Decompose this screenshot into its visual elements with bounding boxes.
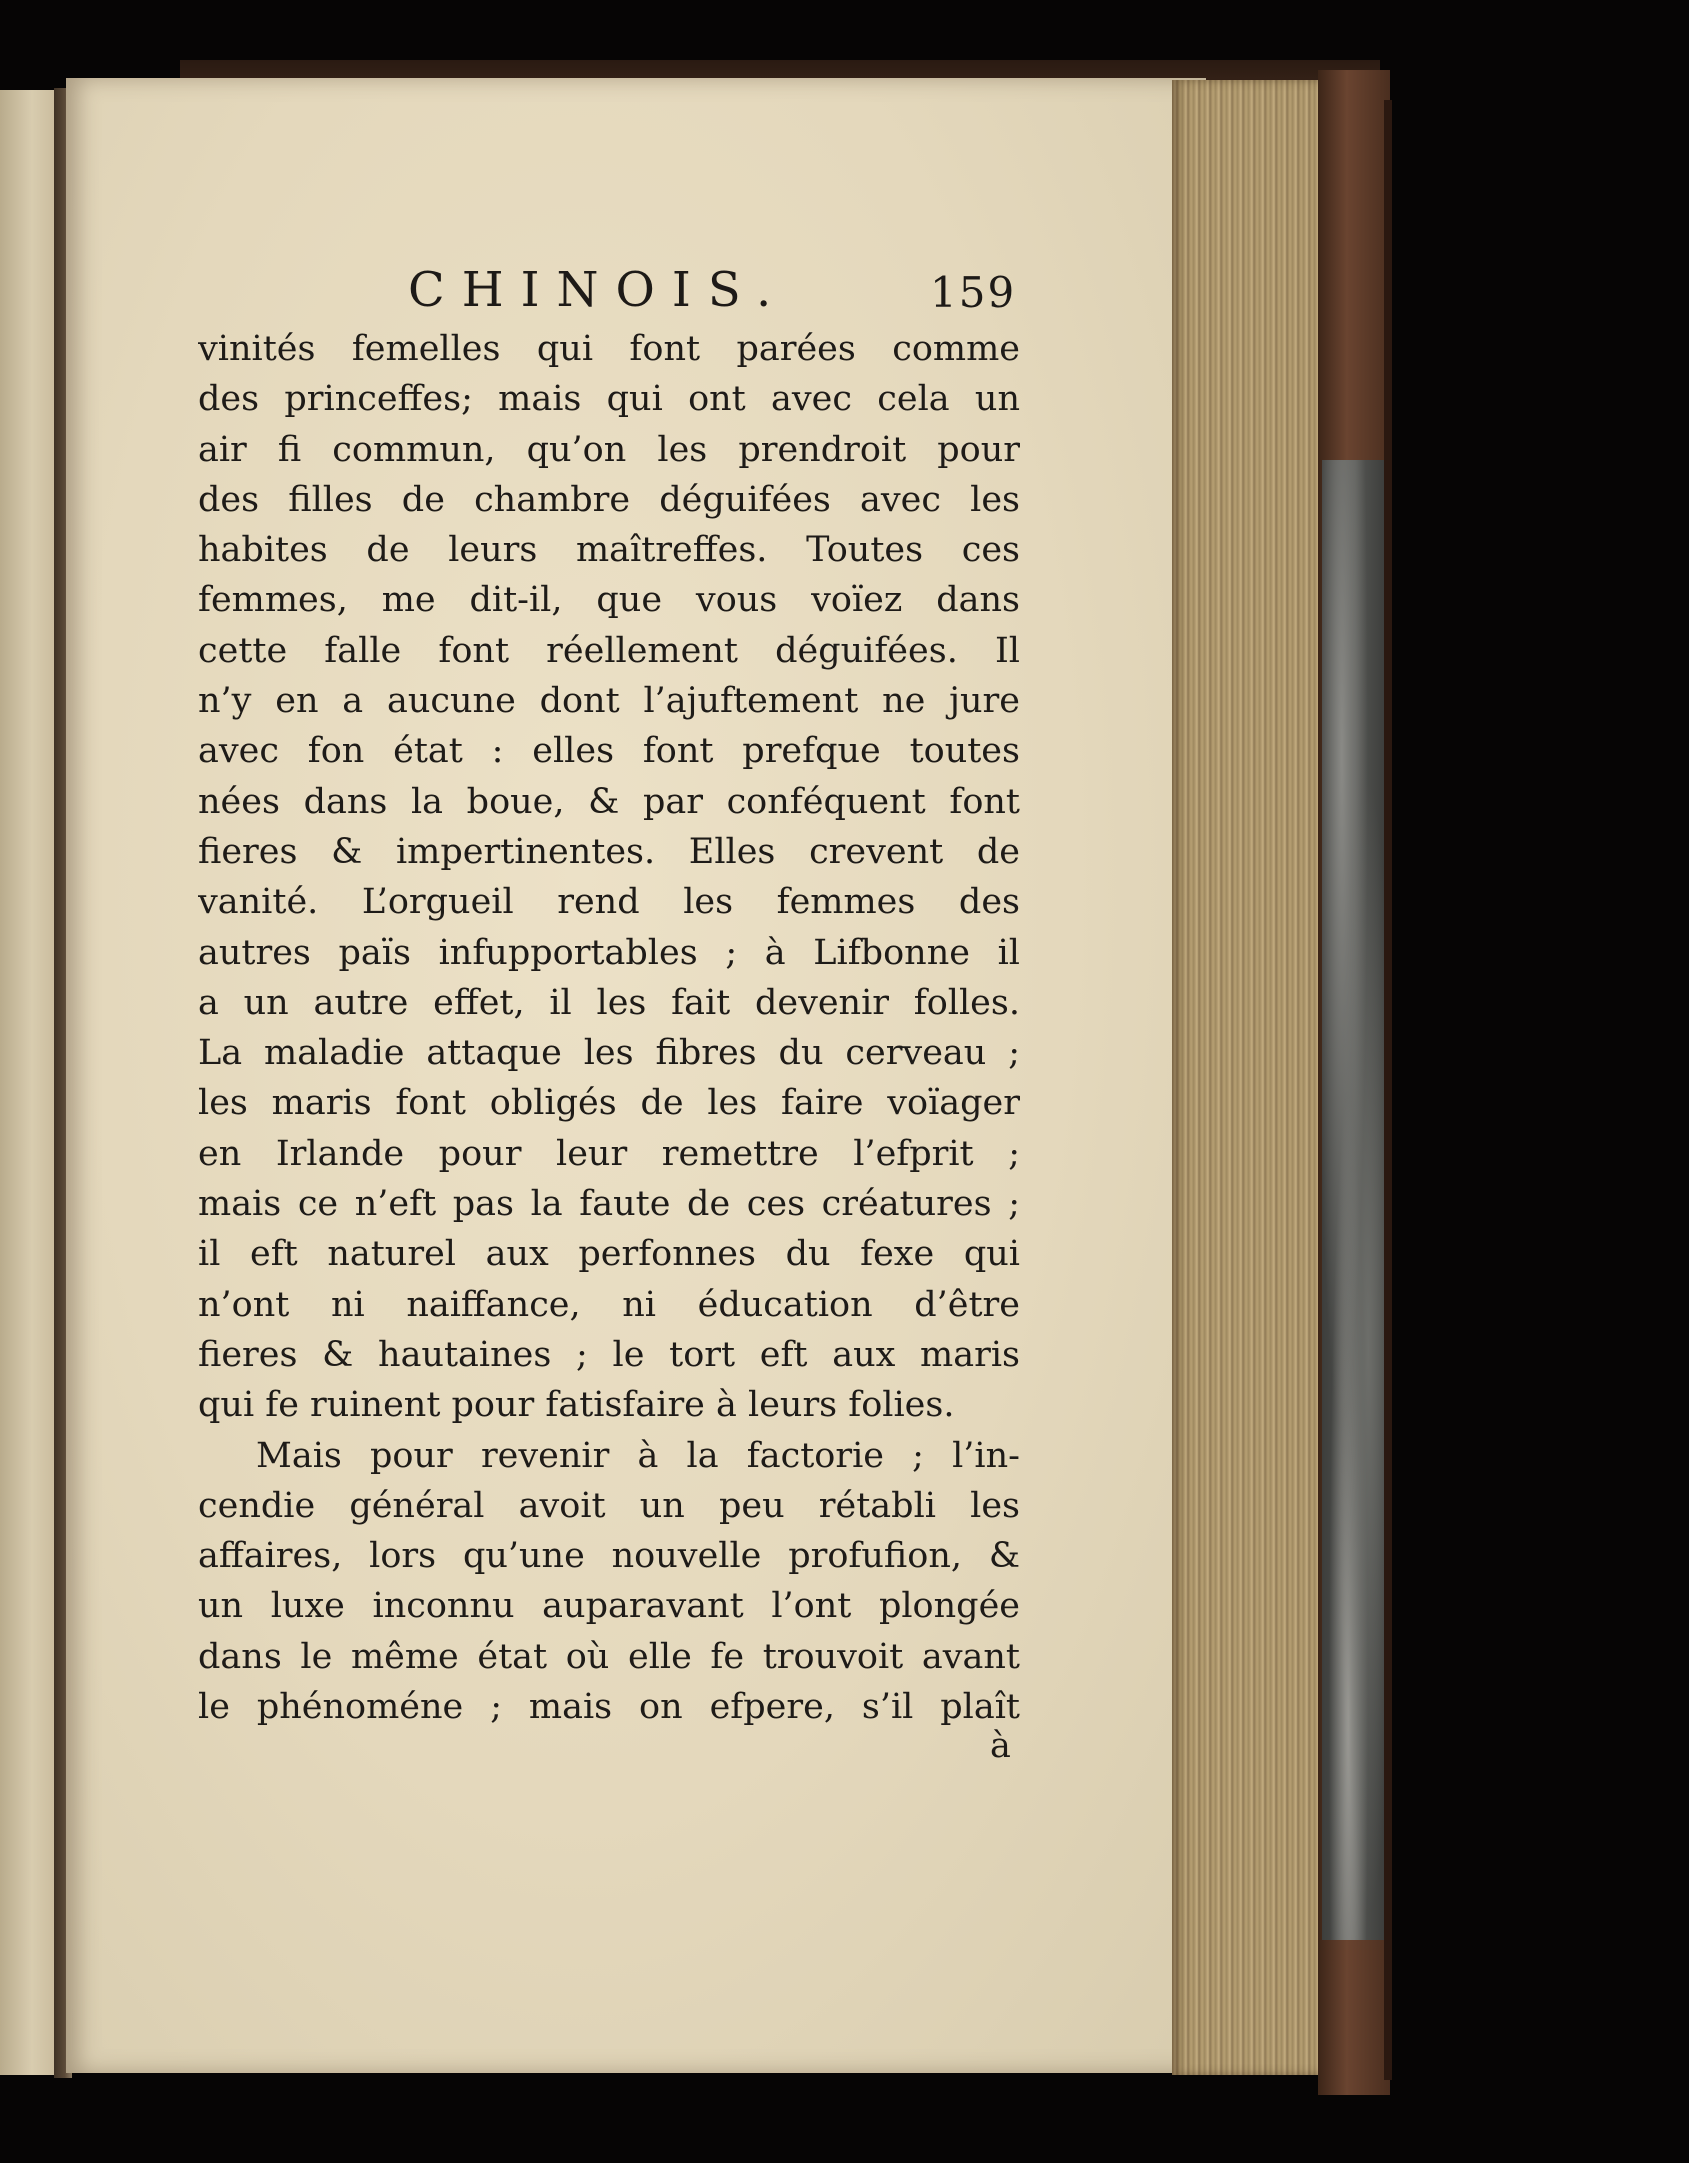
paragraph-first-line: Mais pour revenir à la factorie ; l’in- [256,1435,1020,1476]
text-line: affaires, lors qu’une nouvelle profufion, & [198,1536,1020,1577]
text-line: n’y en a aucune dont l’ajuftement ne jure [198,681,1020,722]
marbled-cover-paper [1322,460,1388,1940]
text-line: a un autre effet, il les fait devenir folles. [198,982,1020,1023]
paragraph-last-line: qui fe ruinent pour fatisfaire à leurs folies. [198,1385,955,1426]
text-line: cendie général avoit un peu rétabli les [198,1485,1020,1526]
text-line: des princeffes; mais qui ont avec cela un [198,379,1020,420]
text-line: les maris font obligés de les faire voïager [198,1083,1020,1124]
page-block-fore-edge [1172,80,1322,2075]
text-line: cette falle font réellement déguifées. Il [198,630,1020,671]
cover-edge [1384,100,1392,2080]
text-line: il eft naturel aux perfonnes du fexe qui [198,1234,1020,1275]
text-line: vinités femelles qui font parées comme [198,329,1020,369]
text-line: autres païs infupportables ; à Lifbonne il [198,932,1020,973]
text-line: La maladie attaque les fibres du cerveau ; [198,1033,1020,1074]
text-line: avec fon état : elles font prefque toutes [198,731,1020,772]
text-line: le phénoméne ; mais on efpere, s’il plaît [198,1687,1020,1728]
text-line: n’ont ni naiffance, ni éducation d’être [198,1284,1020,1325]
text-line: des filles de chambre déguifées avec les [198,479,1020,520]
text-line: mais ce n’eft pas la faute de ces créatures ; [198,1184,1020,1225]
text-line: habites de leurs maîtreffes. Toutes ces [198,530,1020,571]
running-title: CHINOIS. [408,262,789,318]
text-line: femmes, me dit-il, que vous voïez dans [198,580,1020,621]
page-number: 159 [930,268,1017,317]
text-line: fieres & hautaines ; le tort eft aux maris [198,1334,1020,1375]
text-line: fieres & impertinentes. Elles crevent de [198,831,1020,872]
text-line: en Irlande pour leur remettre l’efprit ; [198,1133,1020,1174]
text-line: un luxe inconnu auparavant l’ont plongée [198,1586,1020,1627]
text-line: nées dans la boue, & par conféquent font [198,781,1020,822]
text-line: air fi commun, qu’on les prendroit pour [198,429,1020,470]
catchword: à [990,1726,1011,1766]
text-line: vanité. L’orgueil rend les femmes des [198,882,1020,923]
page-header [0,262,1689,332]
body-text [198,324,1020,1732]
previous-page-edge [0,90,58,2075]
text-line: dans le même état où elle fe trouvoit avant [198,1636,1020,1677]
